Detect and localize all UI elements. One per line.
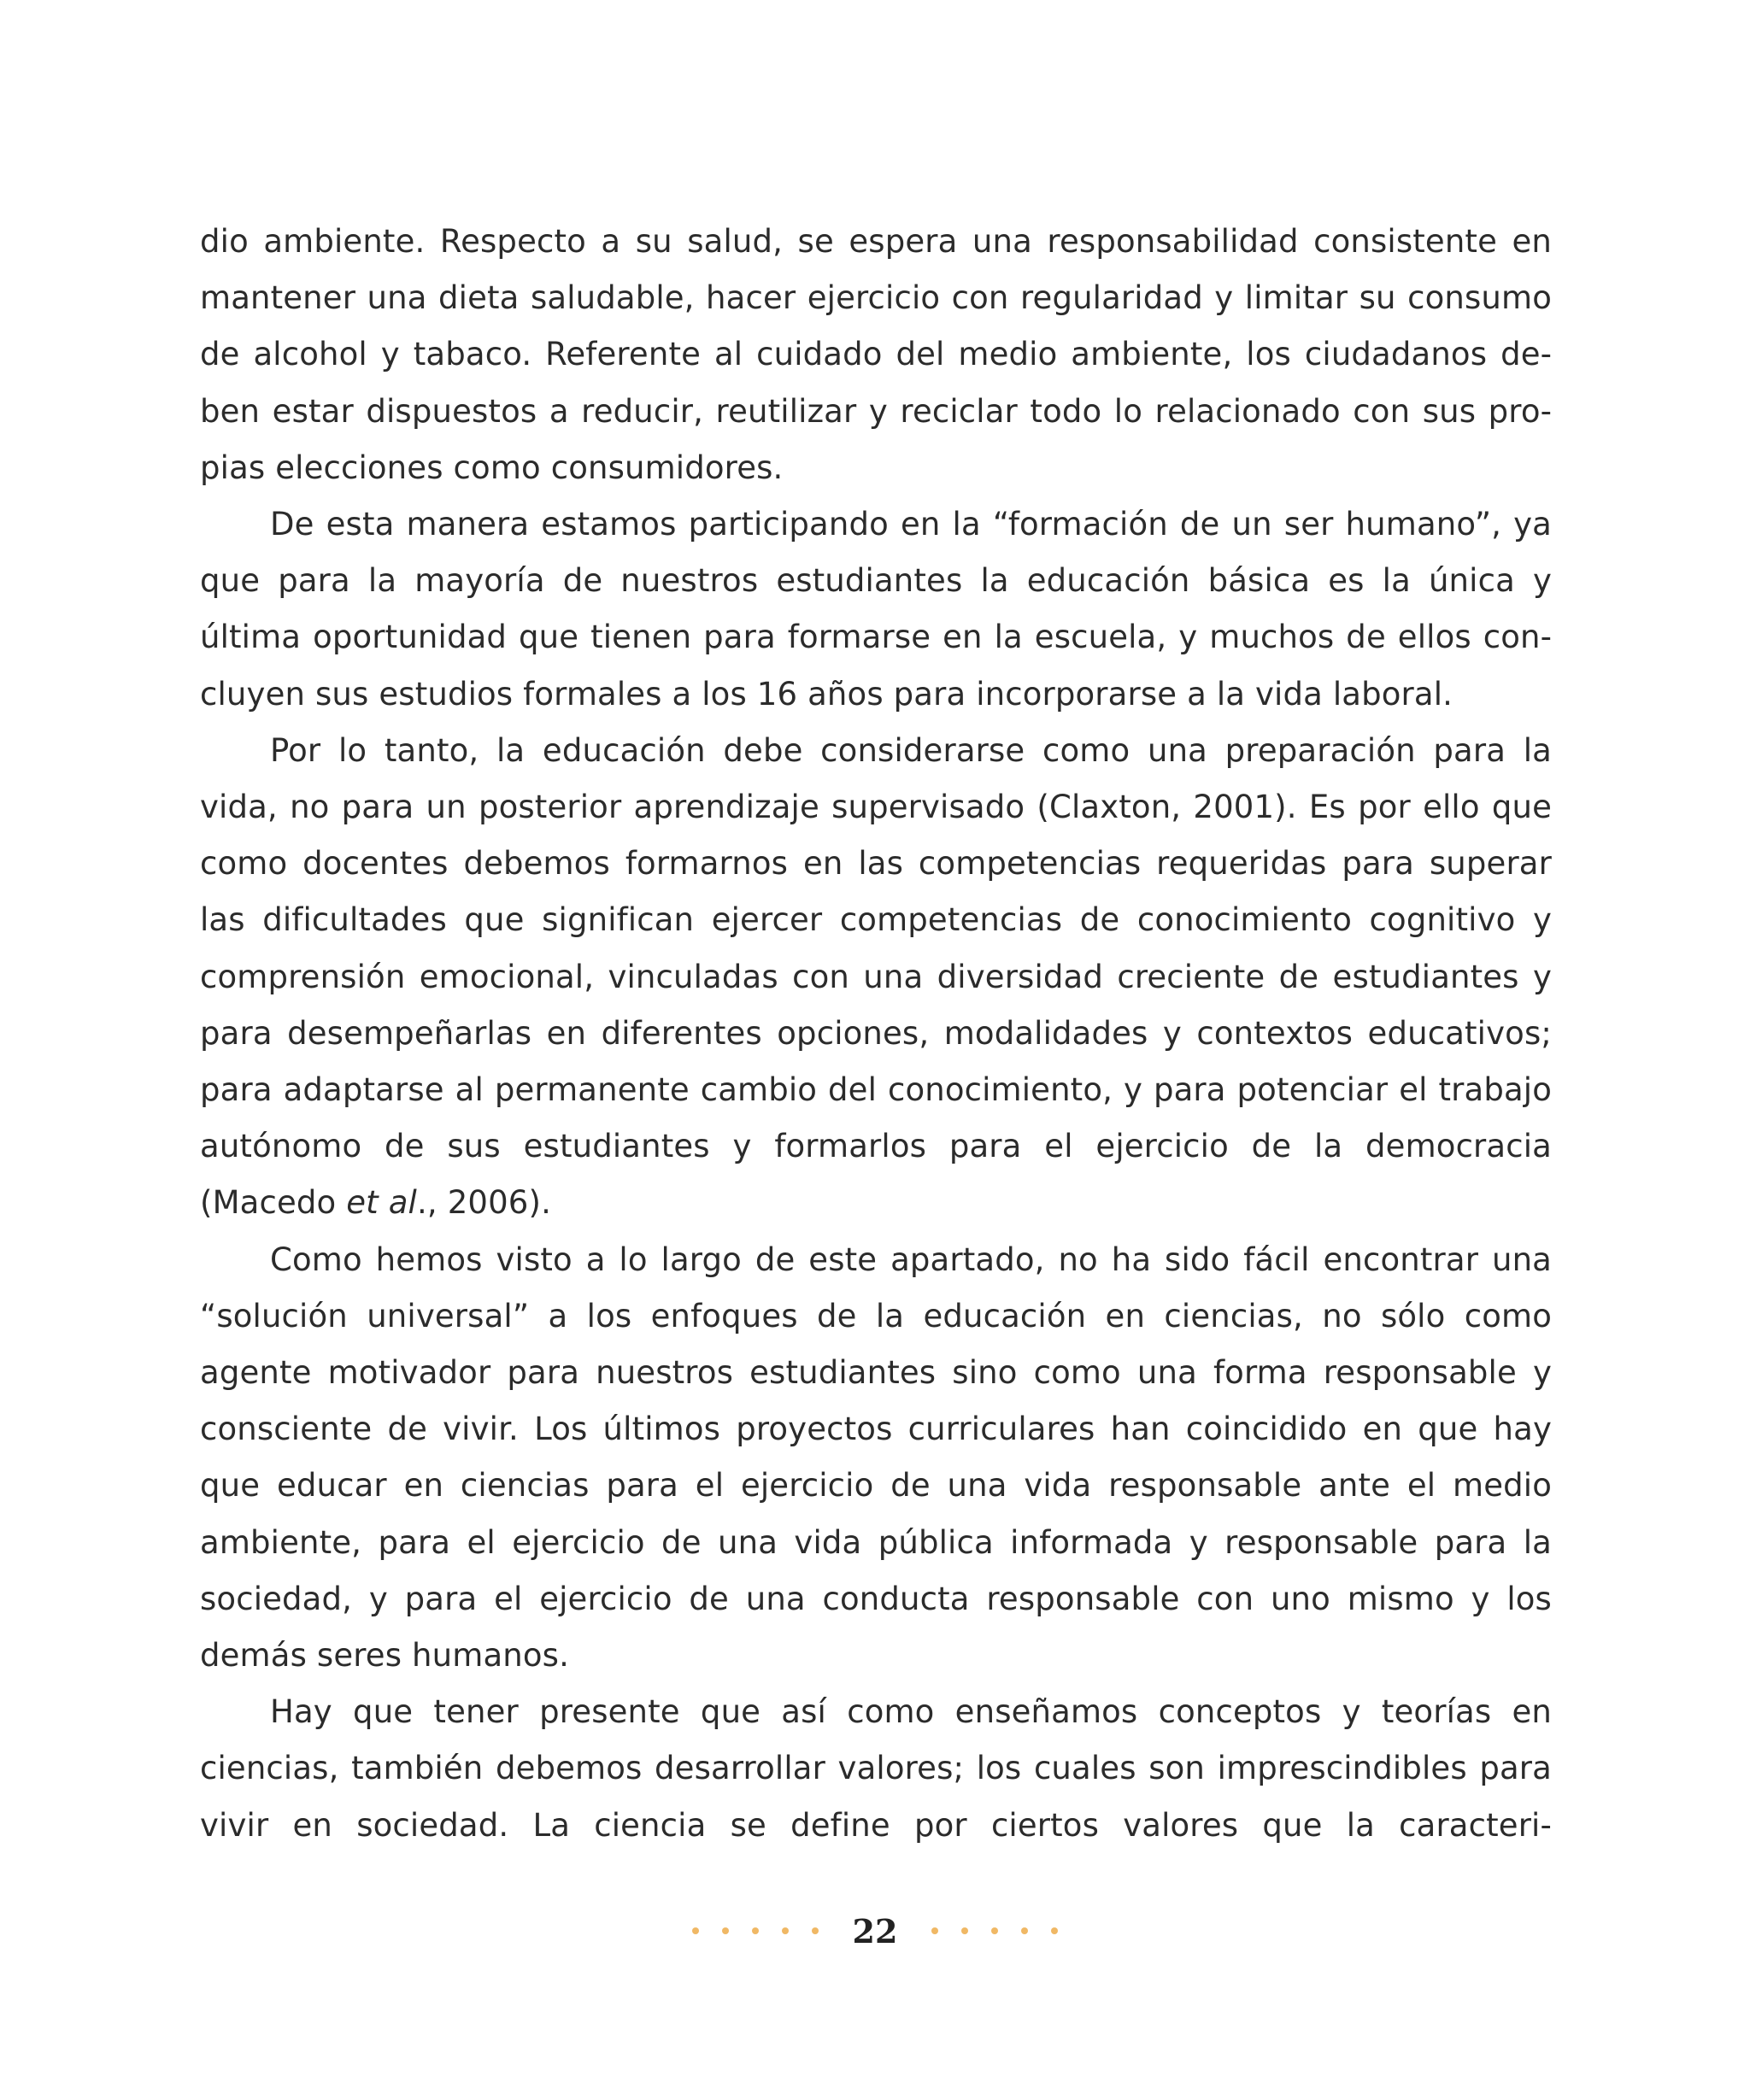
paragraph-3 xyxy=(200,723,1552,1232)
paragraph-5: Hay que tener presente que así como enseñamos conceptos y teorías en ciencias, también debemos desarrollar valores; los cuales son imprescindibles para vivir en sociedad. La ciencia se define por ciertos valores que la caracteri- xyxy=(200,1693,1552,1844)
page-number: 22 xyxy=(852,1911,898,1950)
paragraph-3-italic: et al xyxy=(346,1184,417,1222)
right-dot-ornament xyxy=(931,1927,1058,1934)
paragraph-3-text-after: ., 2006). xyxy=(416,1184,551,1222)
ornament-dot xyxy=(812,1927,819,1934)
body-text xyxy=(200,214,1552,1854)
paragraph-1: dio ambiente. Respecto a su salud, se espera una responsabilidad consistente en mantener una dieta saludable, hacer ejercicio con regularidad y limitar su consumo de alcohol y tabaco. Referente al cuidado del medio ambiente, los ciudadanos deben estar dispuestos a reducir, reutilizar y reciclar todo lo relacionado con sus propias elecciones como consumidores. xyxy=(200,223,1552,486)
paragraph-2: De esta manera estamos participando en la “formación de un ser humano”, ya que para la mayoría de nuestros estudiantes la educación básica es la única y última oportunidad que tienen para formarse en la escuela, y muchos de ellos concluyen sus estudios formales a los 16 años para incorporarse a la vida laboral. xyxy=(200,506,1552,713)
ornament-dot xyxy=(722,1927,729,1934)
page-footer xyxy=(0,1905,1750,1956)
ornament-dot xyxy=(961,1927,968,1934)
ornament-dot xyxy=(931,1927,938,1934)
ornament-dot xyxy=(1051,1927,1058,1934)
ornament-dot xyxy=(991,1927,998,1934)
ornament-dot xyxy=(752,1927,759,1934)
paragraph-4: Como hemos visto a lo largo de este apartado, no ha sido fácil encontrar una “solución universal” a los enfoques de la educación en ciencias, no sólo como agente motivador para nuestros estudiantes sino como una forma responsable y consciente de vivir. Los últimos proyectos curriculares han coincidido en que hay que educar en ciencias para el ejercicio de una vida responsable ante el medio ambiente, para el ejercicio de una vida pública informada y responsable para la sociedad, y para el ejercicio de una conducta responsable con uno mismo y los demás seres humanos. xyxy=(200,1241,1552,1675)
ornament-dot xyxy=(782,1927,789,1934)
ornament-dot xyxy=(1021,1927,1028,1934)
ornament-dot xyxy=(692,1927,699,1934)
left-dot-ornament xyxy=(692,1927,819,1934)
paragraph-3-text-before: Por lo tanto, la educación debe considerarse como una preparación para la vida, no para un posterior aprendizaje supervisado (Claxton, 2001). Es por ello que como docentes debemos formarnos en las competencias requeridas para superar las dificultades que significan ejercer competencias de conocimiento cognitivo y comprensión emocional, vinculadas con una diversidad creciente de estudiantes y para desempeñarlas en diferentes opciones, modalidades y contextos educativos; para adaptarse al permanente cambio del conocimiento, y para potenciar el trabajo autónomo de sus estudiantes y formarlos para el ejercicio de la democracia (Macedo xyxy=(200,731,1552,1222)
